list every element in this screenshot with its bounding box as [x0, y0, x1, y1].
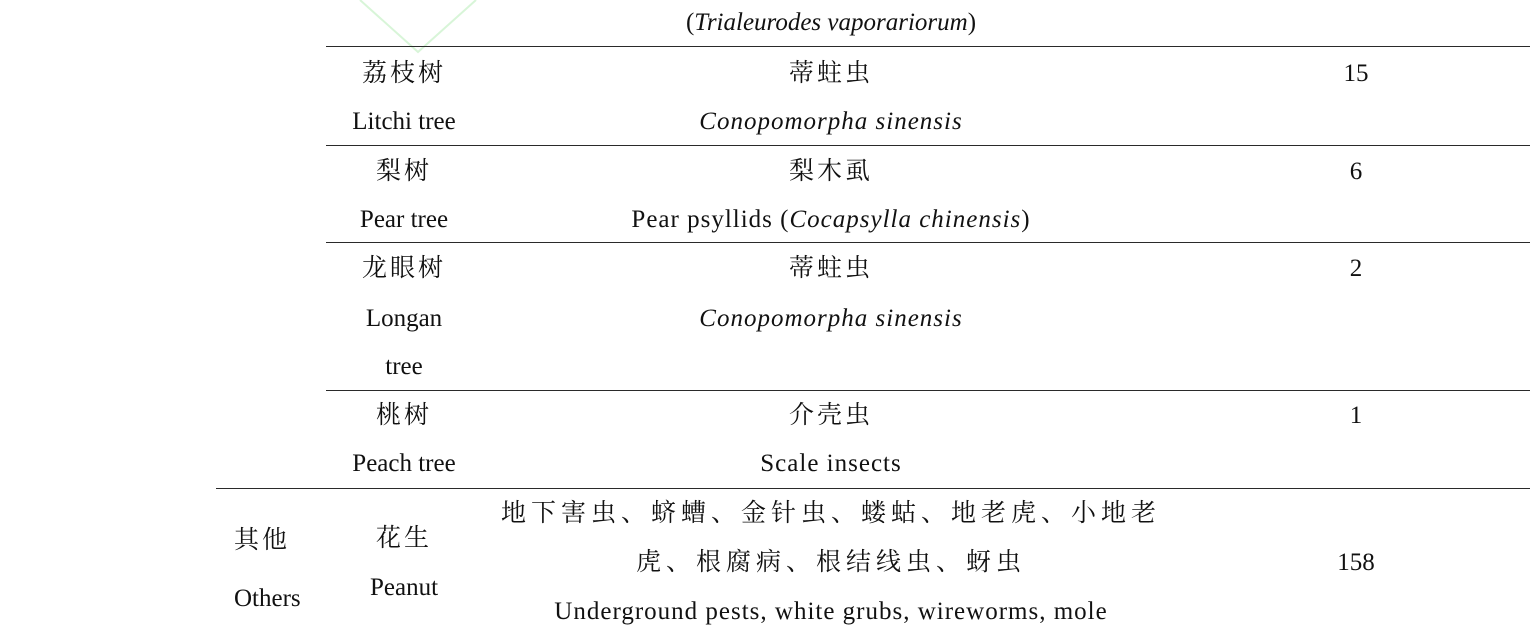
pest-en: Scale insects — [760, 450, 902, 477]
section-divider — [216, 488, 1530, 489]
row-divider — [326, 145, 1530, 146]
pest-en-scientific: Cocapsylla chinensis — [789, 206, 1022, 233]
row-divider — [326, 390, 1530, 391]
pest-en-suffix: ) — [967, 9, 977, 36]
pest-en-scientific: Conopomorpha sinensis — [699, 108, 963, 135]
count: 158 — [1337, 549, 1375, 576]
crop-cn: 桃树 — [375, 402, 433, 429]
crop-en: Pear tree — [359, 206, 449, 233]
crop-cn: 梨树 — [375, 158, 433, 185]
pest-en-scientific: Trialeurodes vaporariorum — [694, 9, 968, 36]
pest-en-scientific: Conopomorpha sinensis — [699, 305, 963, 332]
crop-cn: 龙眼树 — [361, 255, 447, 282]
count: 2 — [1349, 255, 1363, 282]
pest-cn: 蒂蛀虫 — [788, 60, 874, 87]
crop-en-line1: Longan — [365, 305, 443, 332]
category-en: Others — [234, 585, 301, 612]
count: 15 — [1343, 60, 1369, 87]
pest-en — [699, 109, 962, 134]
pest-cn: 梨木虱 — [788, 158, 874, 185]
row-divider — [326, 242, 1530, 243]
crop-en: Litchi tree — [352, 108, 456, 135]
pest-en-suffix: ) — [1021, 206, 1031, 233]
pest-en-prefix: Pear psyllids ( — [631, 206, 790, 233]
crop-cn: 荔枝树 — [361, 60, 447, 87]
pest-en-prefix: ( — [685, 9, 695, 36]
count: 6 — [1349, 158, 1363, 185]
crop-cn: 花生 — [375, 525, 433, 552]
category-cn: 其他 — [234, 527, 291, 554]
crop-en-line2: tree — [385, 353, 423, 380]
crop-en: Peach tree — [352, 450, 456, 477]
watermark-stroke — [340, 0, 500, 60]
top-fragment-pest-en — [685, 9, 1121, 36]
pest-cn-line1: 地下害虫、蛴螬、金针虫、蝼蛄、地老虎、小地老 — [500, 500, 1162, 527]
pest-en — [631, 207, 1030, 232]
pest-en-line1: Underground pests, white grubs, wireworms, mole — [554, 598, 1108, 625]
pest-cn-line2: 虎、根腐病、根结线虫、蚜虫 — [635, 549, 1027, 576]
count: 1 — [1349, 402, 1363, 429]
pest-cn: 介壳虫 — [788, 402, 874, 429]
pest-en — [699, 306, 962, 331]
pest-cn: 蒂蛀虫 — [788, 255, 874, 282]
row-divider — [326, 46, 1530, 47]
crop-en: Peanut — [369, 574, 439, 601]
